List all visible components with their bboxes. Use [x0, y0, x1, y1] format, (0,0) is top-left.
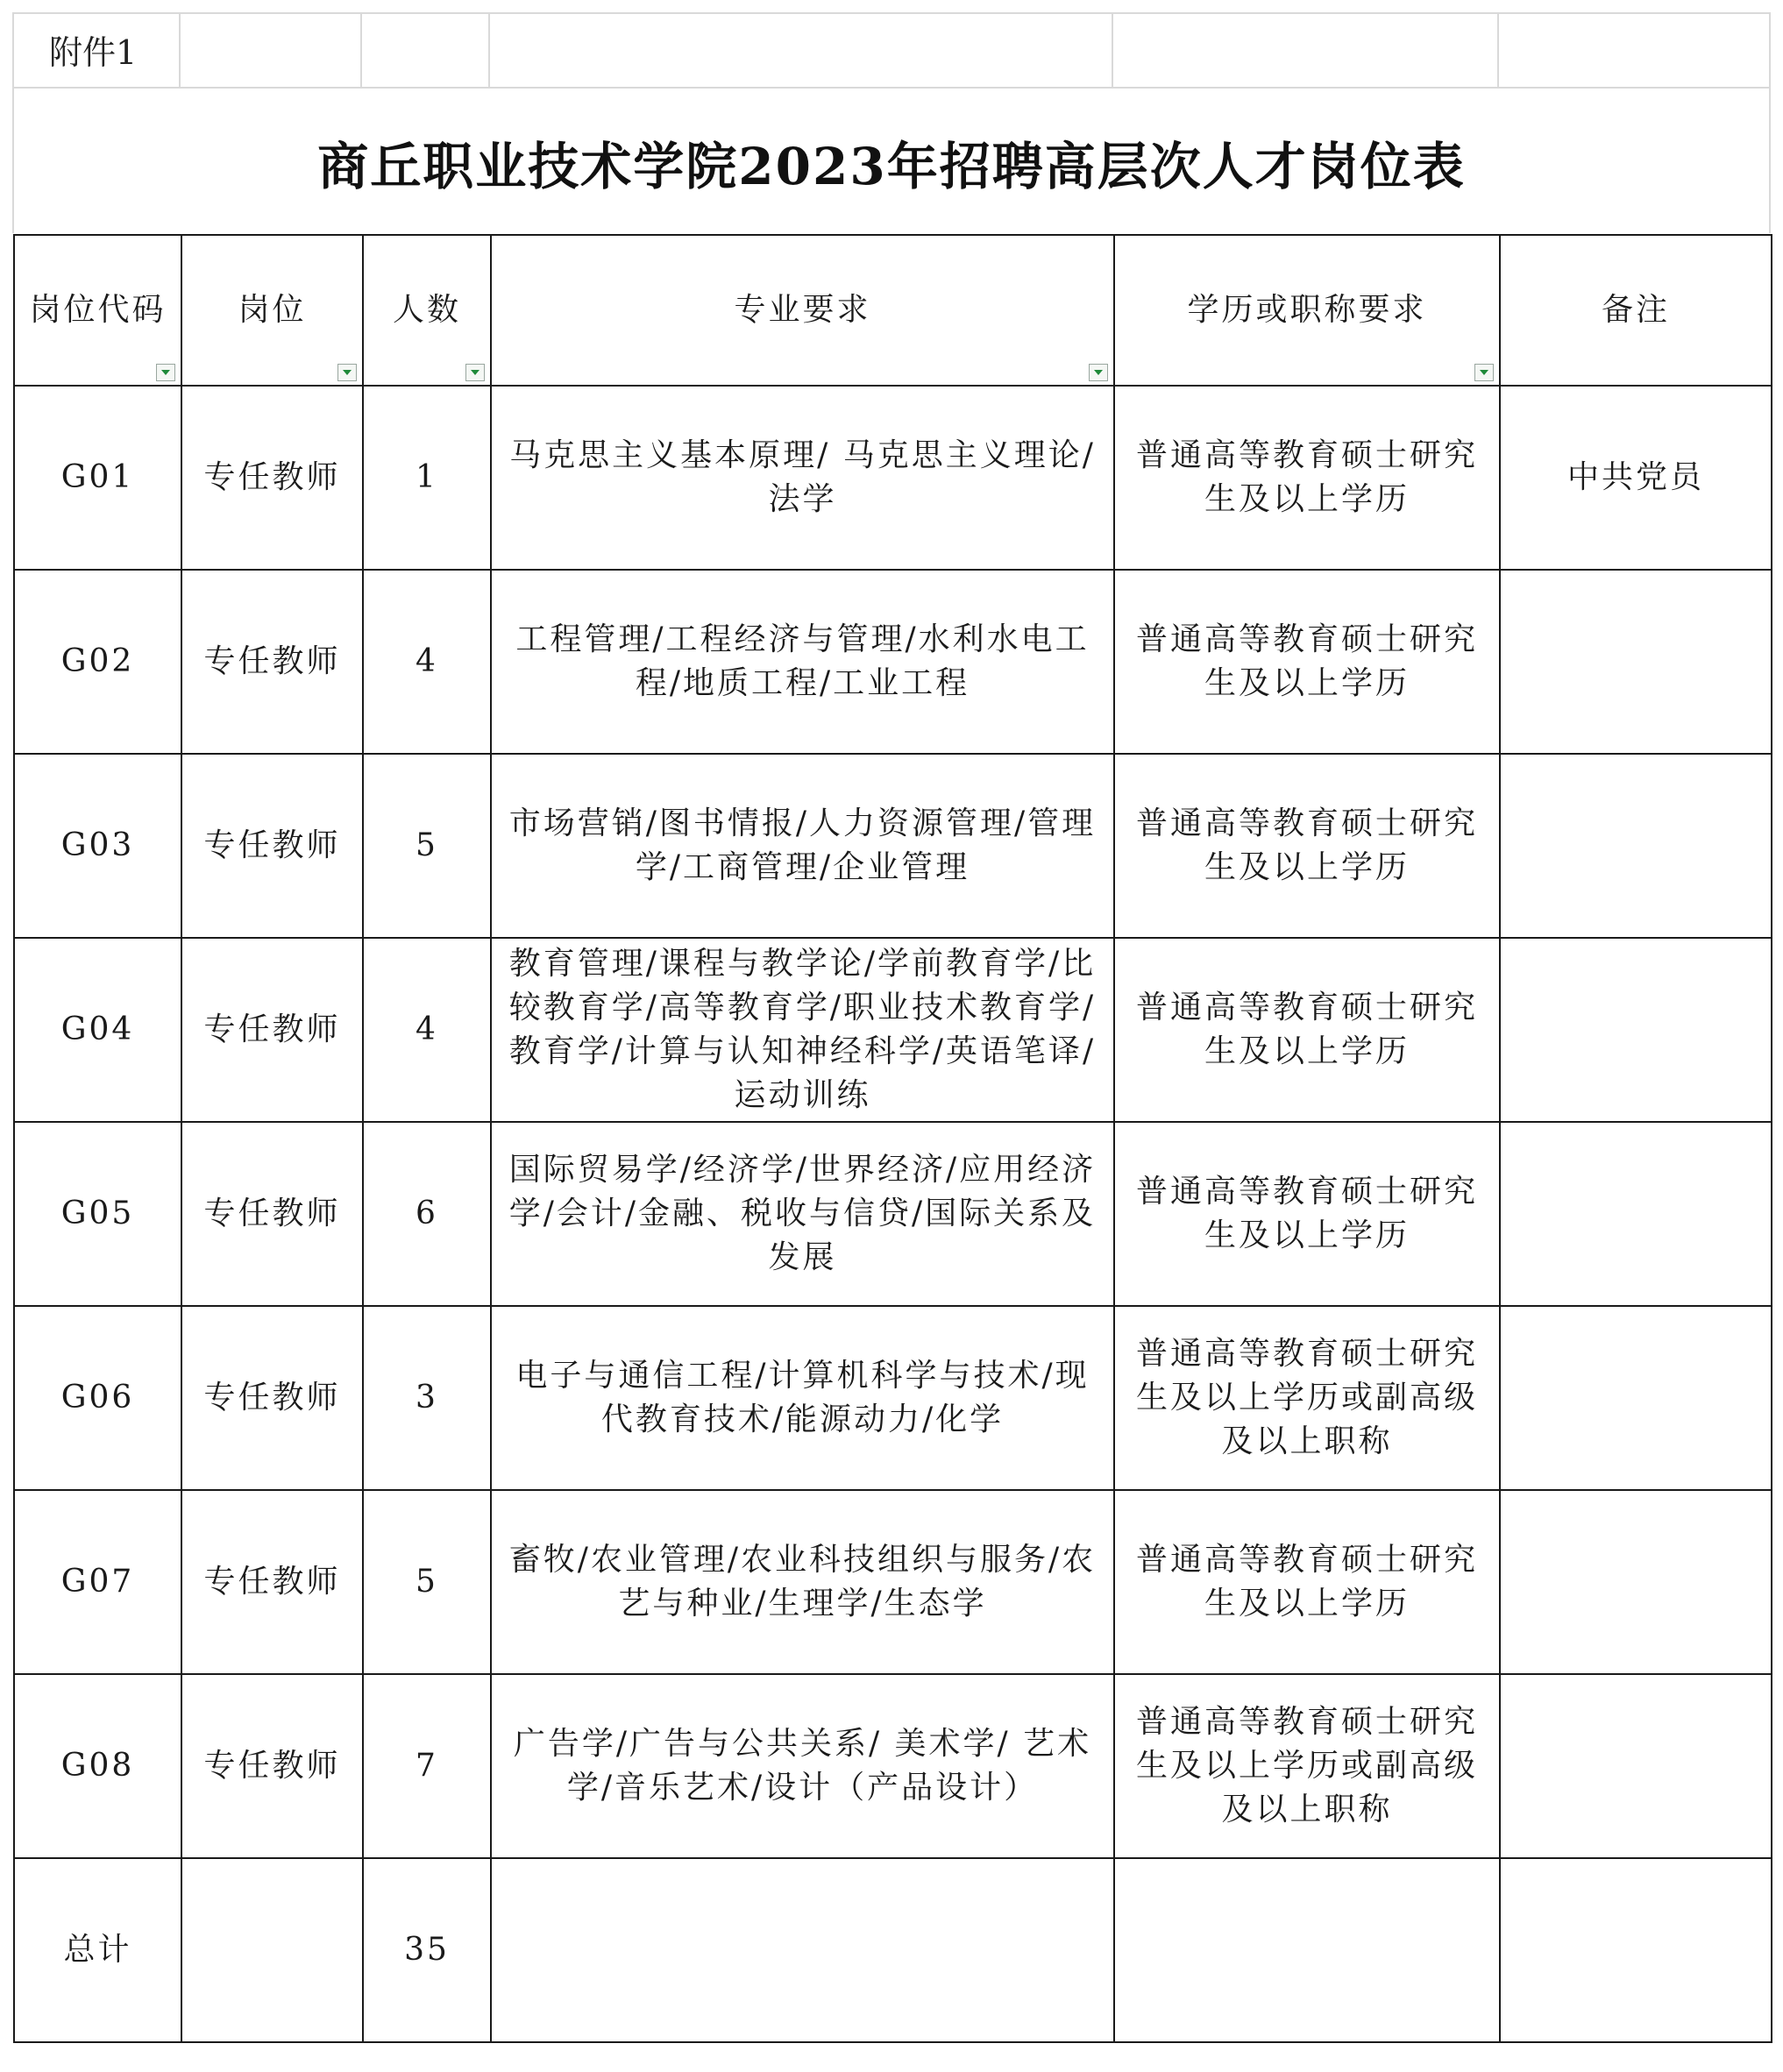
cell-major[interactable]: 市场营销/图书情报/人力资源管理/管理学/工商管理/企业管理 [491, 754, 1114, 938]
table-row [14, 1674, 1772, 1858]
filter-dropdown-icon[interactable] [1089, 364, 1108, 381]
total-row [14, 1858, 1772, 2042]
cell-remark[interactable] [1500, 1306, 1772, 1490]
table-row [14, 1490, 1772, 1674]
page-title: 商丘职业技术学院2023年招聘高层次人才岗位表 [317, 137, 1466, 196]
cell-education[interactable]: 普通高等教育硕士研究生及以上学历 [1114, 1122, 1500, 1306]
header-major [491, 235, 1114, 386]
cell-code[interactable]: G03 [14, 754, 181, 938]
header-code-label: 岗位代码 [29, 292, 167, 328]
header-position-label: 岗位 [238, 292, 307, 328]
cell-education[interactable]: 普通高等教育硕士研究生及以上学历或副高级及以上职称 [1114, 1674, 1500, 1858]
header-education-label: 学历或职称要求 [1187, 292, 1427, 328]
cell-position[interactable]: 专任教师 [181, 1306, 363, 1490]
header-position [181, 235, 363, 386]
header-remark [1500, 235, 1772, 386]
header-remark-label: 备注 [1601, 292, 1670, 328]
cell-major[interactable]: 教育管理/课程与教学论/学前教育学/比较教育学/高等教育学/职业技术教育学/教育学/计算与认知神经科学/英语笔译/运动训练 [491, 938, 1114, 1122]
total-cell-empty[interactable] [1114, 1858, 1500, 2042]
cell-code[interactable]: G05 [14, 1122, 181, 1306]
table-row [14, 386, 1772, 570]
positions-table [13, 234, 1772, 2043]
cell-education[interactable]: 普通高等教育硕士研究生及以上学历 [1114, 938, 1500, 1122]
cell-major[interactable]: 马克思主义基本原理/ 马克思主义理论/法学 [491, 386, 1114, 570]
table-row [14, 754, 1772, 938]
header-major-label: 专业要求 [734, 292, 871, 328]
attachment-label: 附件1 [49, 33, 138, 72]
cell-count[interactable]: 1 [363, 386, 491, 570]
table-row [14, 1306, 1772, 1490]
cell-major[interactable]: 电子与通信工程/计算机科学与技术/现代教育技术/能源动力/化学 [491, 1306, 1114, 1490]
cell-major[interactable]: 畜牧/农业管理/农业科技组织与服务/农艺与种业/生理学/生态学 [491, 1490, 1114, 1674]
cell-education[interactable]: 普通高等教育硕士研究生及以上学历 [1114, 570, 1500, 754]
table-row [14, 1122, 1772, 1306]
cell-major[interactable]: 工程管理/工程经济与管理/水利水电工程/地质工程/工业工程 [491, 570, 1114, 754]
cell-code[interactable]: G08 [14, 1674, 181, 1858]
cell-count[interactable]: 5 [363, 1490, 491, 1674]
cell-position[interactable]: 专任教师 [181, 1122, 363, 1306]
cell-position[interactable]: 专任教师 [181, 754, 363, 938]
header-row [14, 235, 1772, 386]
cell-position[interactable]: 专任教师 [181, 570, 363, 754]
cell-position[interactable]: 专任教师 [181, 938, 363, 1122]
cell-code[interactable]: G04 [14, 938, 181, 1122]
cell-count[interactable]: 6 [363, 1122, 491, 1306]
filter-dropdown-icon[interactable] [1474, 364, 1494, 381]
total-cell-empty[interactable] [1500, 1858, 1772, 2042]
cell-count[interactable]: 5 [363, 754, 491, 938]
cell-education[interactable]: 普通高等教育硕士研究生及以上学历或副高级及以上职称 [1114, 1306, 1500, 1490]
cell-remark[interactable] [1500, 938, 1772, 1122]
total-count[interactable]: 35 [363, 1858, 491, 2042]
header-education [1114, 235, 1500, 386]
cell-count[interactable]: 4 [363, 570, 491, 754]
filter-dropdown-icon[interactable] [156, 364, 175, 381]
table-row [14, 570, 1772, 754]
table-row [14, 938, 1772, 1122]
filter-dropdown-icon[interactable] [465, 364, 485, 381]
cell-remark[interactable] [1500, 1490, 1772, 1674]
cell-code[interactable]: G07 [14, 1490, 181, 1674]
total-cell-empty[interactable] [491, 1858, 1114, 2042]
cell-code[interactable]: G06 [14, 1306, 181, 1490]
cell-education[interactable]: 普通高等教育硕士研究生及以上学历 [1114, 1490, 1500, 1674]
filter-dropdown-icon[interactable] [337, 364, 357, 381]
total-cell-empty[interactable] [181, 1858, 363, 2042]
cell-remark[interactable]: 中共党员 [1500, 386, 1772, 570]
cell-remark[interactable] [1500, 1122, 1772, 1306]
cell-remark[interactable] [1500, 570, 1772, 754]
cell-count[interactable]: 7 [363, 1674, 491, 1858]
cell-position[interactable]: 专任教师 [181, 1490, 363, 1674]
cell-remark[interactable] [1500, 754, 1772, 938]
cell-code[interactable]: G01 [14, 386, 181, 570]
cell-count[interactable]: 3 [363, 1306, 491, 1490]
cell-education[interactable]: 普通高等教育硕士研究生及以上学历 [1114, 386, 1500, 570]
cell-major[interactable]: 国际贸易学/经济学/世界经济/应用经济学/会计/金融、税收与信贷/国际关系及发展 [491, 1122, 1114, 1306]
cell-code[interactable]: G02 [14, 570, 181, 754]
total-label[interactable]: 总计 [14, 1858, 181, 2042]
cell-education[interactable]: 普通高等教育硕士研究生及以上学历 [1114, 754, 1500, 938]
cell-position[interactable]: 专任教师 [181, 386, 363, 570]
header-count-label: 人数 [392, 292, 461, 328]
header-code [14, 235, 181, 386]
header-count [363, 235, 491, 386]
cell-position[interactable]: 专任教师 [181, 1674, 363, 1858]
cell-count[interactable]: 4 [363, 938, 491, 1122]
cell-major[interactable]: 广告学/广告与公共关系/ 美术学/ 艺术学/音乐艺术/设计（产品设计） [491, 1674, 1114, 1858]
cell-remark[interactable] [1500, 1674, 1772, 1858]
